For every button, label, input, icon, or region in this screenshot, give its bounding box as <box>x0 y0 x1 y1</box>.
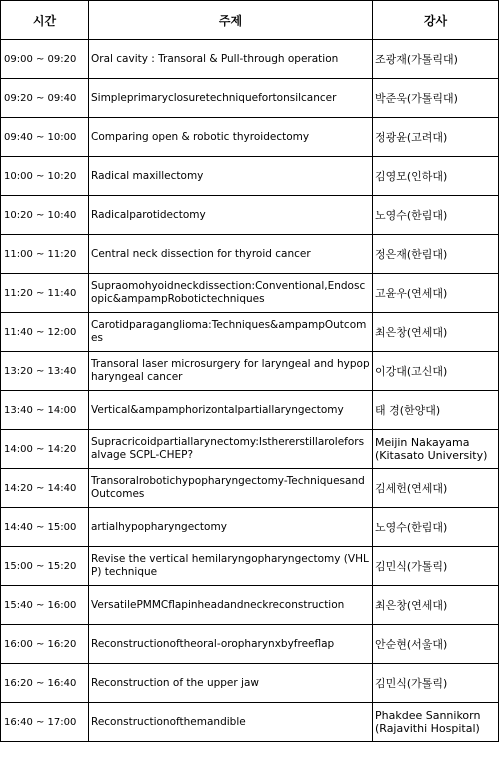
time-cell: 10:00 ~ 10:20 <box>1 157 89 196</box>
table-row <box>1 79 499 118</box>
topic-cell: Reconstructionoftheoral-oropharynxbyfreeflap <box>89 625 373 664</box>
speaker-cell: 김세헌(연세대) <box>373 469 499 508</box>
time-cell: 09:40 ~ 10:00 <box>1 118 89 157</box>
time-cell: 14:00 ~ 14:20 <box>1 430 89 469</box>
speaker-cell: Phakdee Sannikorn (Rajavithi Hospital) <box>373 703 499 742</box>
table-row <box>1 469 499 508</box>
time-cell: 11:40 ~ 12:00 <box>1 313 89 352</box>
speaker-cell: Meijin Nakayama (Kitasato University) <box>373 430 499 469</box>
speaker-cell: 태 경(한양대) <box>373 391 499 430</box>
speaker-cell: 안순현(서울대) <box>373 625 499 664</box>
topic-cell: Simpleprimaryclosuretechniquefortonsilcancer <box>89 79 373 118</box>
topic-cell: Central neck dissection for thyroid cancer <box>89 235 373 274</box>
speaker-cell: 정광윤(고려대) <box>373 118 499 157</box>
time-cell: 16:40 ~ 17:00 <box>1 703 89 742</box>
time-cell: 14:20 ~ 14:40 <box>1 469 89 508</box>
time-cell: 09:00 ~ 09:20 <box>1 40 89 79</box>
time-cell: 13:20 ~ 13:40 <box>1 352 89 391</box>
topic-cell: artialhypopharyngectomy <box>89 508 373 547</box>
table-row <box>1 118 499 157</box>
speaker-cell: 김민식(가톨릭) <box>373 547 499 586</box>
topic-cell: VersatilePMMCflapinheadandneckreconstruction <box>89 586 373 625</box>
table-row <box>1 313 499 352</box>
table-row <box>1 157 499 196</box>
header-row <box>1 1 499 40</box>
time-cell: 11:00 ~ 11:20 <box>1 235 89 274</box>
time-cell: 10:20 ~ 10:40 <box>1 196 89 235</box>
speaker-cell: 조광재(가톨릭대) <box>373 40 499 79</box>
speaker-cell: 정은재(한림대) <box>373 235 499 274</box>
table-row <box>1 352 499 391</box>
table-row <box>1 547 499 586</box>
time-cell: 16:00 ~ 16:20 <box>1 625 89 664</box>
speaker-cell: 김영모(인하대) <box>373 157 499 196</box>
topic-cell: Radical maxillectomy <box>89 157 373 196</box>
time-cell: 14:40 ~ 15:00 <box>1 508 89 547</box>
speaker-cell: 최은창(연세대) <box>373 313 499 352</box>
time-cell: 11:20 ~ 11:40 <box>1 274 89 313</box>
table-row <box>1 40 499 79</box>
topic-cell: Transoral laser microsurgery for laryngeal and hypopharyngeal cancer <box>89 352 373 391</box>
table-row <box>1 391 499 430</box>
topic-cell: Radicalparotidectomy <box>89 196 373 235</box>
topic-cell: Reconstructionofthemandible <box>89 703 373 742</box>
header-time: 시간 <box>1 1 89 40</box>
time-cell: 09:20 ~ 09:40 <box>1 79 89 118</box>
topic-cell: Vertical&ampamphorizontalpartiallaryngectomy <box>89 391 373 430</box>
topic-cell: Comparing open & robotic thyroidectomy <box>89 118 373 157</box>
topic-cell: Transoralrobotichypopharyngectomy-TechniquesandOutcomes <box>89 469 373 508</box>
table-row <box>1 586 499 625</box>
speaker-cell: 노영수(한림대) <box>373 196 499 235</box>
header-speaker: 강사 <box>373 1 499 40</box>
speaker-cell: 이강대(고신대) <box>373 352 499 391</box>
table-row <box>1 625 499 664</box>
time-cell: 16:20 ~ 16:40 <box>1 664 89 703</box>
speaker-cell: 김민식(가톨릭) <box>373 664 499 703</box>
speaker-cell: 고윤우(연세대) <box>373 274 499 313</box>
speaker-cell: 노영수(한림대) <box>373 508 499 547</box>
topic-cell: Oral cavity : Transoral & Pull-through operation <box>89 40 373 79</box>
topic-cell: Carotidparaganglioma:Techniques&ampampOutcomes <box>89 313 373 352</box>
speaker-cell: 박준욱(가톨릭대) <box>373 79 499 118</box>
table-row <box>1 430 499 469</box>
table-row <box>1 196 499 235</box>
table-row <box>1 703 499 742</box>
topic-cell: Reconstruction of the upper jaw <box>89 664 373 703</box>
time-cell: 15:00 ~ 15:20 <box>1 547 89 586</box>
table-row <box>1 235 499 274</box>
topic-cell: Supraomohyoidneckdissection:Conventional,Endoscopic&ampampRobotictechniques <box>89 274 373 313</box>
table-row <box>1 508 499 547</box>
topic-cell: Supracricoidpartiallarynectomy:Isthererstillaroleforsalvage SCPL-CHEP? <box>89 430 373 469</box>
topic-cell: Revise the vertical hemilaryngopharyngectomy (VHLP) technique <box>89 547 373 586</box>
table-row <box>1 274 499 313</box>
header-topic: 주제 <box>89 1 373 40</box>
speaker-cell: 최은창(연세대) <box>373 586 499 625</box>
table-row <box>1 664 499 703</box>
time-cell: 13:40 ~ 14:00 <box>1 391 89 430</box>
time-cell: 15:40 ~ 16:00 <box>1 586 89 625</box>
